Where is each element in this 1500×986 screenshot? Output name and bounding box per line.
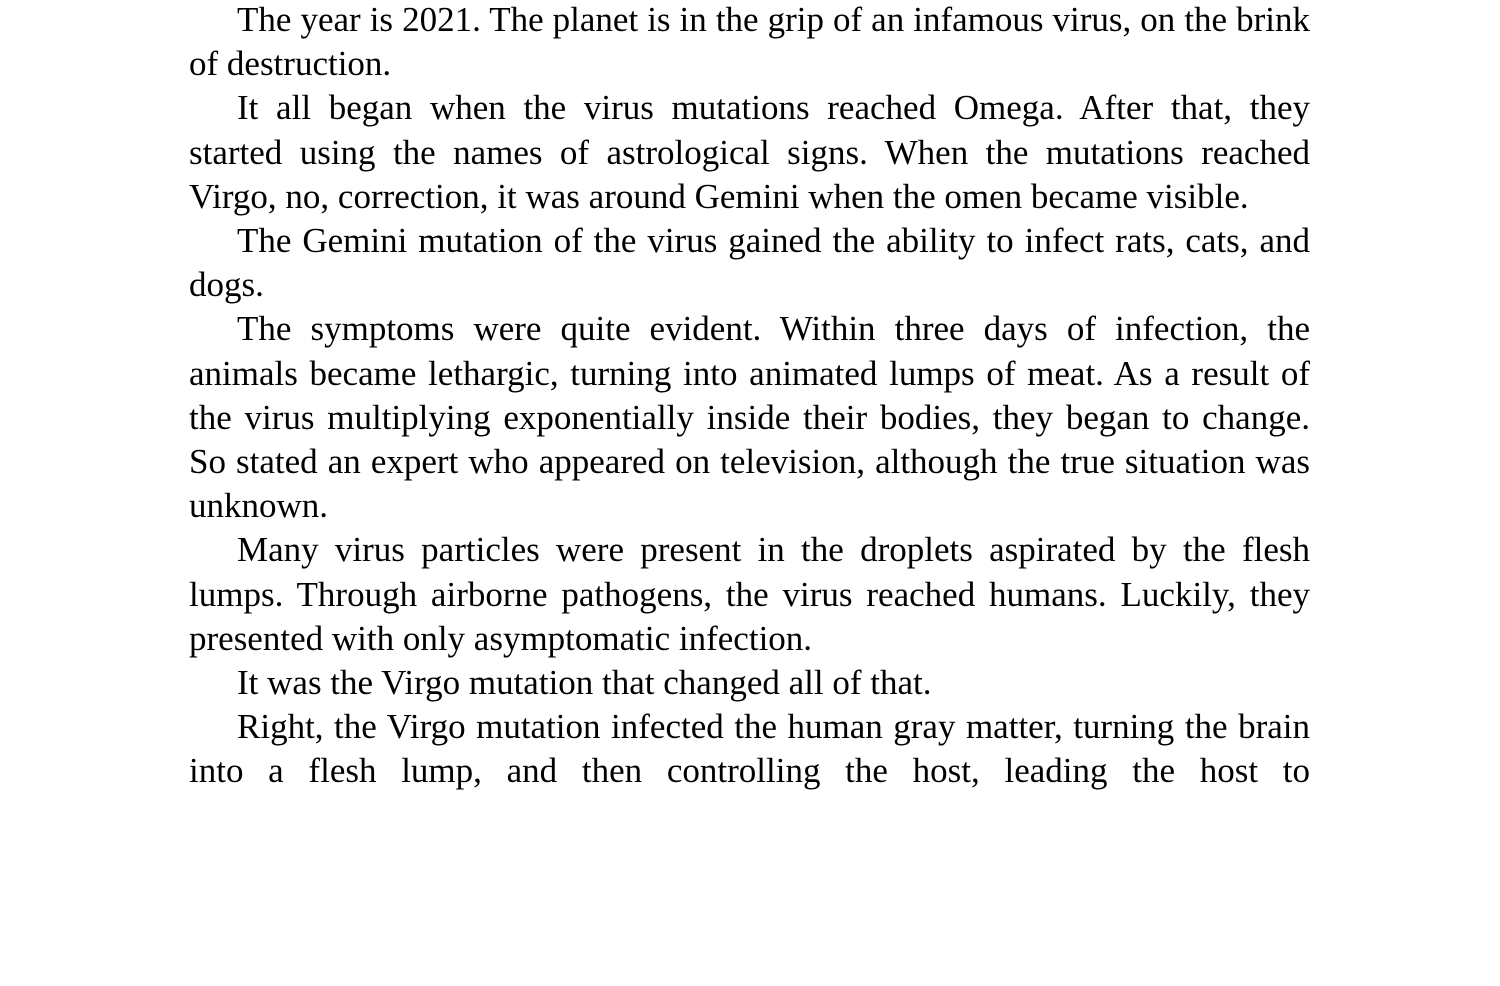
paragraph-2: It all began when the virus mutations reached Omega. After that, they started using the names of astrological signs. When the mutations reached Virgo, no, correction, it was around Gemini when the omen became visible. <box>189 88 1310 216</box>
paragraph-3: The Gemini mutation of the virus gained the ability to infect rats, cats, and dogs. <box>189 221 1310 305</box>
paragraph-1: The year is 2021. The planet is in the grip of an infamous virus, on the brink of destruction. <box>189 0 1310 84</box>
paragraph-4: The symptoms were quite evident. Within three days of infection, the animals became lethargic, turning into animated lumps of meat. As a result of the virus multiplying exponentially inside their bodies, they began to change. So stated an expert who appeared on television, although the true situation was unknown. <box>189 309 1310 526</box>
paragraph-7: Right, the Virgo mutation infected the human gray matter, turning the brain into a flesh lump, and then controlling the host, leading the host to <box>189 707 1310 791</box>
paragraph-6: It was the Virgo mutation that changed all of that. <box>237 663 932 703</box>
document-page <box>189 0 1310 794</box>
paragraph-5: Many virus particles were present in the droplets aspirated by the flesh lumps. Through airborne pathogens, the virus reached humans. Luckily, they presented with only asymptomatic infection. <box>189 530 1310 658</box>
